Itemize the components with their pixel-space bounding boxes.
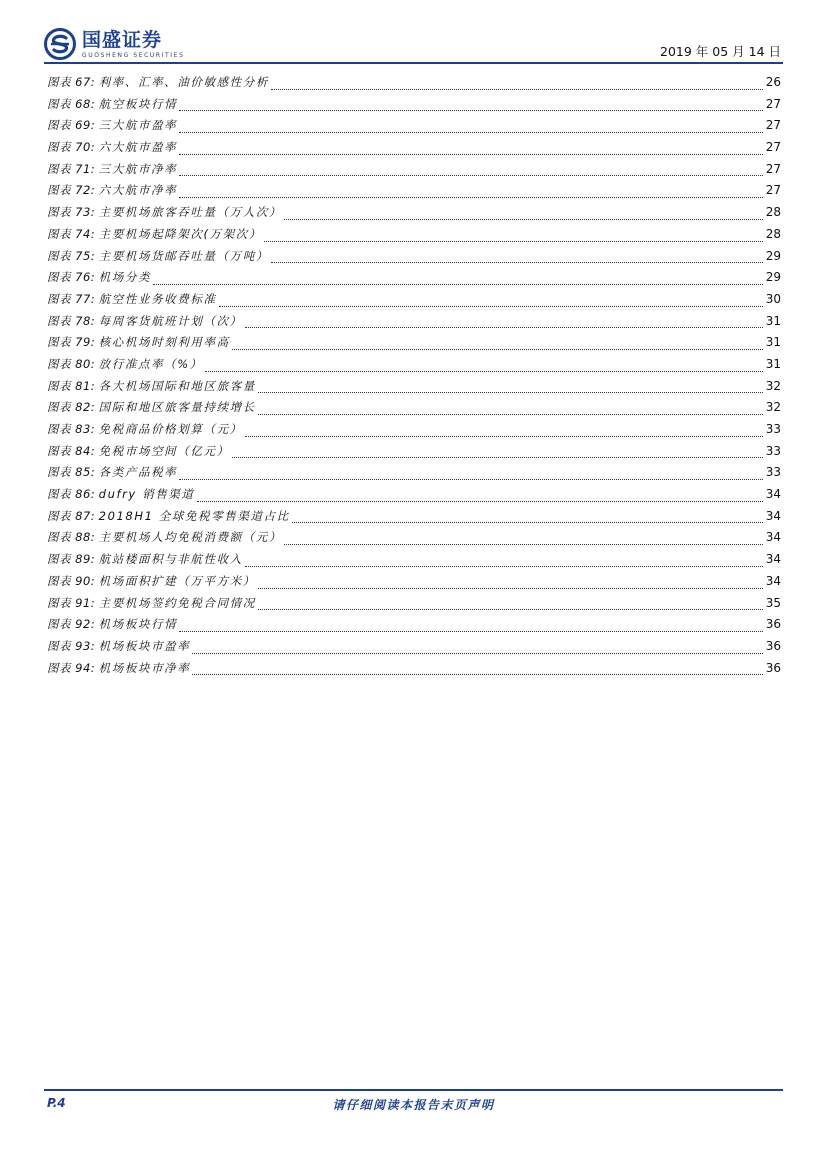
- toc-entry[interactable]: [47, 354, 781, 376]
- figure-title: 六大航市净率: [98, 183, 178, 198]
- figure-label: 图表 71: [47, 161, 91, 176]
- figure-label: 图表 93: [47, 638, 91, 653]
- figure-list: [47, 72, 781, 679]
- figure-title: 机场板块市盈率: [98, 638, 191, 653]
- guosheng-logo-icon: [44, 28, 76, 60]
- label-separator: :: [90, 638, 95, 653]
- figure-page-number: 31: [765, 313, 781, 328]
- figure-page-number: 29: [765, 248, 781, 263]
- figure-title: 利率、汇率、油价敏感性分析: [98, 75, 269, 89]
- figure-page-number: 32: [765, 378, 781, 393]
- toc-entry[interactable]: [47, 658, 781, 680]
- figure-label: 图表 92: [47, 617, 91, 632]
- dot-leader: [284, 218, 763, 220]
- figure-page-number: 32: [765, 400, 781, 415]
- label-separator: :: [90, 291, 95, 306]
- figure-title: 三大航市净率: [98, 161, 178, 176]
- dot-leader: [264, 240, 763, 242]
- toc-entry[interactable]: [47, 397, 781, 419]
- label-separator: :: [90, 508, 95, 523]
- figure-page-number: 34: [765, 552, 781, 567]
- toc-entry[interactable]: [47, 137, 781, 159]
- toc-entry[interactable]: [47, 571, 781, 593]
- figure-title: 六大航市盈率: [98, 140, 178, 155]
- toc-entry[interactable]: [47, 441, 781, 463]
- label-separator: :: [90, 573, 95, 588]
- figure-title: 主要机场签约免税合同情况: [98, 595, 256, 610]
- figure-page-number: 36: [765, 617, 781, 632]
- figure-page-number: 27: [765, 96, 781, 111]
- figure-label: 图表 90: [47, 573, 91, 588]
- dot-leader: [258, 587, 763, 589]
- logo-chinese-name: 国盛证券: [82, 28, 163, 51]
- header-divider: [44, 62, 783, 64]
- figure-page-number: 31: [765, 356, 781, 371]
- figure-title: 各类产品税率: [98, 465, 178, 480]
- figure-title: 主要机场人均免税消费额（元）: [98, 530, 283, 545]
- dot-leader: [258, 391, 763, 393]
- figure-label: 图表 79: [47, 335, 91, 350]
- dot-leader: [179, 109, 762, 111]
- toc-entry[interactable]: [47, 549, 781, 571]
- figure-page-number: 34: [765, 530, 781, 545]
- figure-title: 航空性业务收费标准: [98, 291, 217, 306]
- figure-page-number: 33: [765, 443, 781, 458]
- toc-entry[interactable]: [47, 419, 781, 441]
- figure-page-number: 33: [765, 422, 781, 436]
- figure-page-number: 27: [765, 118, 781, 133]
- dot-leader: [292, 521, 763, 523]
- figure-title: 核心机场时刻利用率高: [98, 335, 230, 350]
- figure-page-number: 31: [765, 335, 781, 350]
- toc-entry[interactable]: [47, 159, 781, 181]
- figure-page-number: 28: [765, 226, 781, 241]
- toc-entry[interactable]: [47, 614, 781, 636]
- figure-label: 图表 67: [47, 75, 91, 89]
- dot-leader: [179, 196, 762, 198]
- figure-title: 国际和地区旅客量持续增长: [98, 400, 256, 415]
- dot-leader: [284, 543, 763, 545]
- label-separator: :: [90, 465, 95, 480]
- dot-leader: [179, 131, 762, 133]
- dot-leader: [219, 305, 763, 307]
- label-separator: :: [90, 660, 95, 675]
- dot-leader: [192, 652, 762, 654]
- figure-title: 航站楼面积与非航性收入: [98, 552, 243, 567]
- label-separator: :: [90, 595, 95, 610]
- label-separator: :: [90, 205, 95, 220]
- label-separator: :: [90, 140, 95, 155]
- figure-label: 图表 94: [47, 660, 91, 675]
- dot-leader: [179, 153, 762, 155]
- figure-title: 主要机场货邮吞吐量（万吨）: [98, 248, 269, 263]
- figure-title: 各大机场国际和地区旅客量: [98, 378, 256, 393]
- figure-page-number: 34: [765, 573, 781, 588]
- label-separator: :: [90, 75, 95, 89]
- figure-page-number: 29: [765, 270, 781, 285]
- toc-entry[interactable]: [47, 506, 781, 528]
- figure-page-number: 34: [765, 487, 781, 502]
- label-separator: :: [90, 226, 95, 241]
- figure-label: 图表 83: [47, 422, 91, 436]
- figure-page-number: 27: [765, 140, 781, 155]
- toc-entry[interactable]: [47, 267, 781, 289]
- dot-leader: [232, 348, 763, 350]
- figure-page-number: 35: [765, 595, 781, 610]
- figure-title: 机场板块市净率: [98, 660, 191, 675]
- figure-title: 免税商品价格划算（元）: [98, 422, 243, 436]
- label-separator: :: [90, 530, 95, 545]
- figure-page-number: 27: [765, 161, 781, 176]
- toc-entry[interactable]: [47, 527, 781, 549]
- figure-label: 图表 78: [47, 313, 91, 328]
- page-header: [0, 0, 827, 70]
- figure-title: 三大航市盈率: [98, 118, 178, 133]
- label-separator: :: [90, 270, 95, 285]
- dot-leader: [271, 88, 763, 90]
- label-separator: :: [90, 378, 95, 393]
- figure-label: 图表 77: [47, 291, 91, 306]
- dot-leader: [258, 413, 763, 415]
- toc-entry[interactable]: [47, 462, 781, 484]
- figure-title: 机场面积扩建（万平方米）: [98, 573, 256, 588]
- figure-page-number: 30: [765, 291, 781, 306]
- dot-leader: [205, 370, 763, 372]
- figure-label: 图表 84: [47, 443, 91, 458]
- label-separator: :: [90, 313, 95, 328]
- label-separator: :: [90, 335, 95, 350]
- dot-leader: [153, 283, 763, 285]
- figure-page-number: 28: [765, 205, 781, 220]
- logo-english-name: GUOSHENG SECURITIES: [82, 51, 185, 59]
- disclaimer-note: 请仔细阅读本报告末页声明: [332, 1098, 495, 1112]
- figure-title: 主要机场起降架次(万架次）: [98, 226, 262, 241]
- toc-entry[interactable]: [47, 636, 781, 658]
- report-date: 2019 年 05 月 14 日: [660, 44, 781, 59]
- label-separator: :: [90, 422, 95, 436]
- figure-title: 机场分类: [98, 270, 152, 285]
- figure-title: 放行准点率（%）: [98, 356, 203, 371]
- label-separator: :: [90, 248, 95, 263]
- figure-page-number: 26: [765, 75, 781, 89]
- figure-label: 图表 80: [47, 356, 91, 371]
- label-separator: :: [90, 183, 95, 198]
- figure-label: 图表 75: [47, 248, 91, 263]
- figure-label: 图表 88: [47, 530, 91, 545]
- figure-label: 图表 86: [47, 487, 91, 502]
- figure-page-number: 27: [765, 183, 781, 198]
- figure-label: 图表 82: [47, 400, 91, 415]
- figure-page-number: 33: [765, 465, 781, 480]
- dot-leader: [179, 630, 762, 632]
- toc-entry[interactable]: [47, 202, 781, 224]
- dot-leader: [232, 456, 763, 458]
- toc-entry[interactable]: [47, 311, 781, 333]
- figure-title: dufry 销售渠道: [98, 487, 195, 502]
- page-number: P.4: [47, 1096, 66, 1110]
- toc-entry[interactable]: [47, 246, 781, 268]
- label-separator: :: [90, 356, 95, 371]
- toc-entry[interactable]: [47, 115, 781, 137]
- figure-label: 图表 70: [47, 140, 91, 155]
- label-separator: :: [90, 487, 95, 502]
- toc-entry[interactable]: [47, 180, 781, 202]
- figure-label: 图表 69: [47, 118, 91, 133]
- dot-leader: [197, 500, 763, 502]
- dot-leader: [245, 565, 763, 567]
- figure-title: 机场板块行情: [98, 617, 178, 632]
- figure-label: 图表 73: [47, 205, 91, 220]
- figure-label: 图表 68: [47, 96, 91, 111]
- dot-leader: [258, 608, 763, 610]
- toc-entry[interactable]: [47, 332, 781, 354]
- dot-leader: [271, 261, 763, 263]
- figure-page-number: 36: [765, 638, 781, 653]
- toc-entry[interactable]: [47, 593, 781, 615]
- figure-title: 免税市场空间（亿元）: [98, 443, 230, 458]
- toc-entry[interactable]: [47, 94, 781, 116]
- figure-title: 航空板块行情: [98, 96, 178, 111]
- toc-entry[interactable]: [47, 224, 781, 246]
- figure-label: 图表 81: [47, 378, 91, 393]
- figure-label: 图表 85: [47, 465, 91, 480]
- dot-leader: [245, 435, 763, 437]
- label-separator: :: [90, 161, 95, 176]
- figure-title: 2018H1 全球免税零售渠道占比: [98, 508, 290, 523]
- dot-leader: [179, 174, 762, 176]
- figure-label: 图表 89: [47, 552, 91, 567]
- label-separator: :: [90, 443, 95, 458]
- dot-leader: [245, 326, 763, 328]
- figure-label: 图表 72: [47, 183, 91, 198]
- toc-entry[interactable]: [47, 484, 781, 506]
- label-separator: :: [90, 96, 95, 111]
- company-logo: [44, 26, 184, 62]
- figure-title: 每周客货航班计划（次）: [98, 313, 243, 328]
- label-separator: :: [90, 617, 95, 632]
- footer-divider: [44, 1089, 783, 1091]
- figure-label: 图表 91: [47, 595, 91, 610]
- figure-label: 图表 87: [47, 508, 91, 523]
- figure-page-number: 34: [765, 508, 781, 523]
- toc-entry[interactable]: [47, 376, 781, 398]
- figure-label: 图表 74: [47, 226, 91, 241]
- label-separator: :: [90, 400, 95, 415]
- dot-leader: [179, 478, 762, 480]
- toc-entry[interactable]: [47, 72, 781, 94]
- toc-entry[interactable]: [47, 289, 781, 311]
- label-separator: :: [90, 552, 95, 567]
- figure-page-number: 36: [765, 660, 781, 675]
- dot-leader: [192, 673, 762, 675]
- label-separator: :: [90, 118, 95, 133]
- figure-title: 主要机场旅客吞吐量（万人次）: [98, 205, 283, 220]
- figure-label: 图表 76: [47, 270, 91, 285]
